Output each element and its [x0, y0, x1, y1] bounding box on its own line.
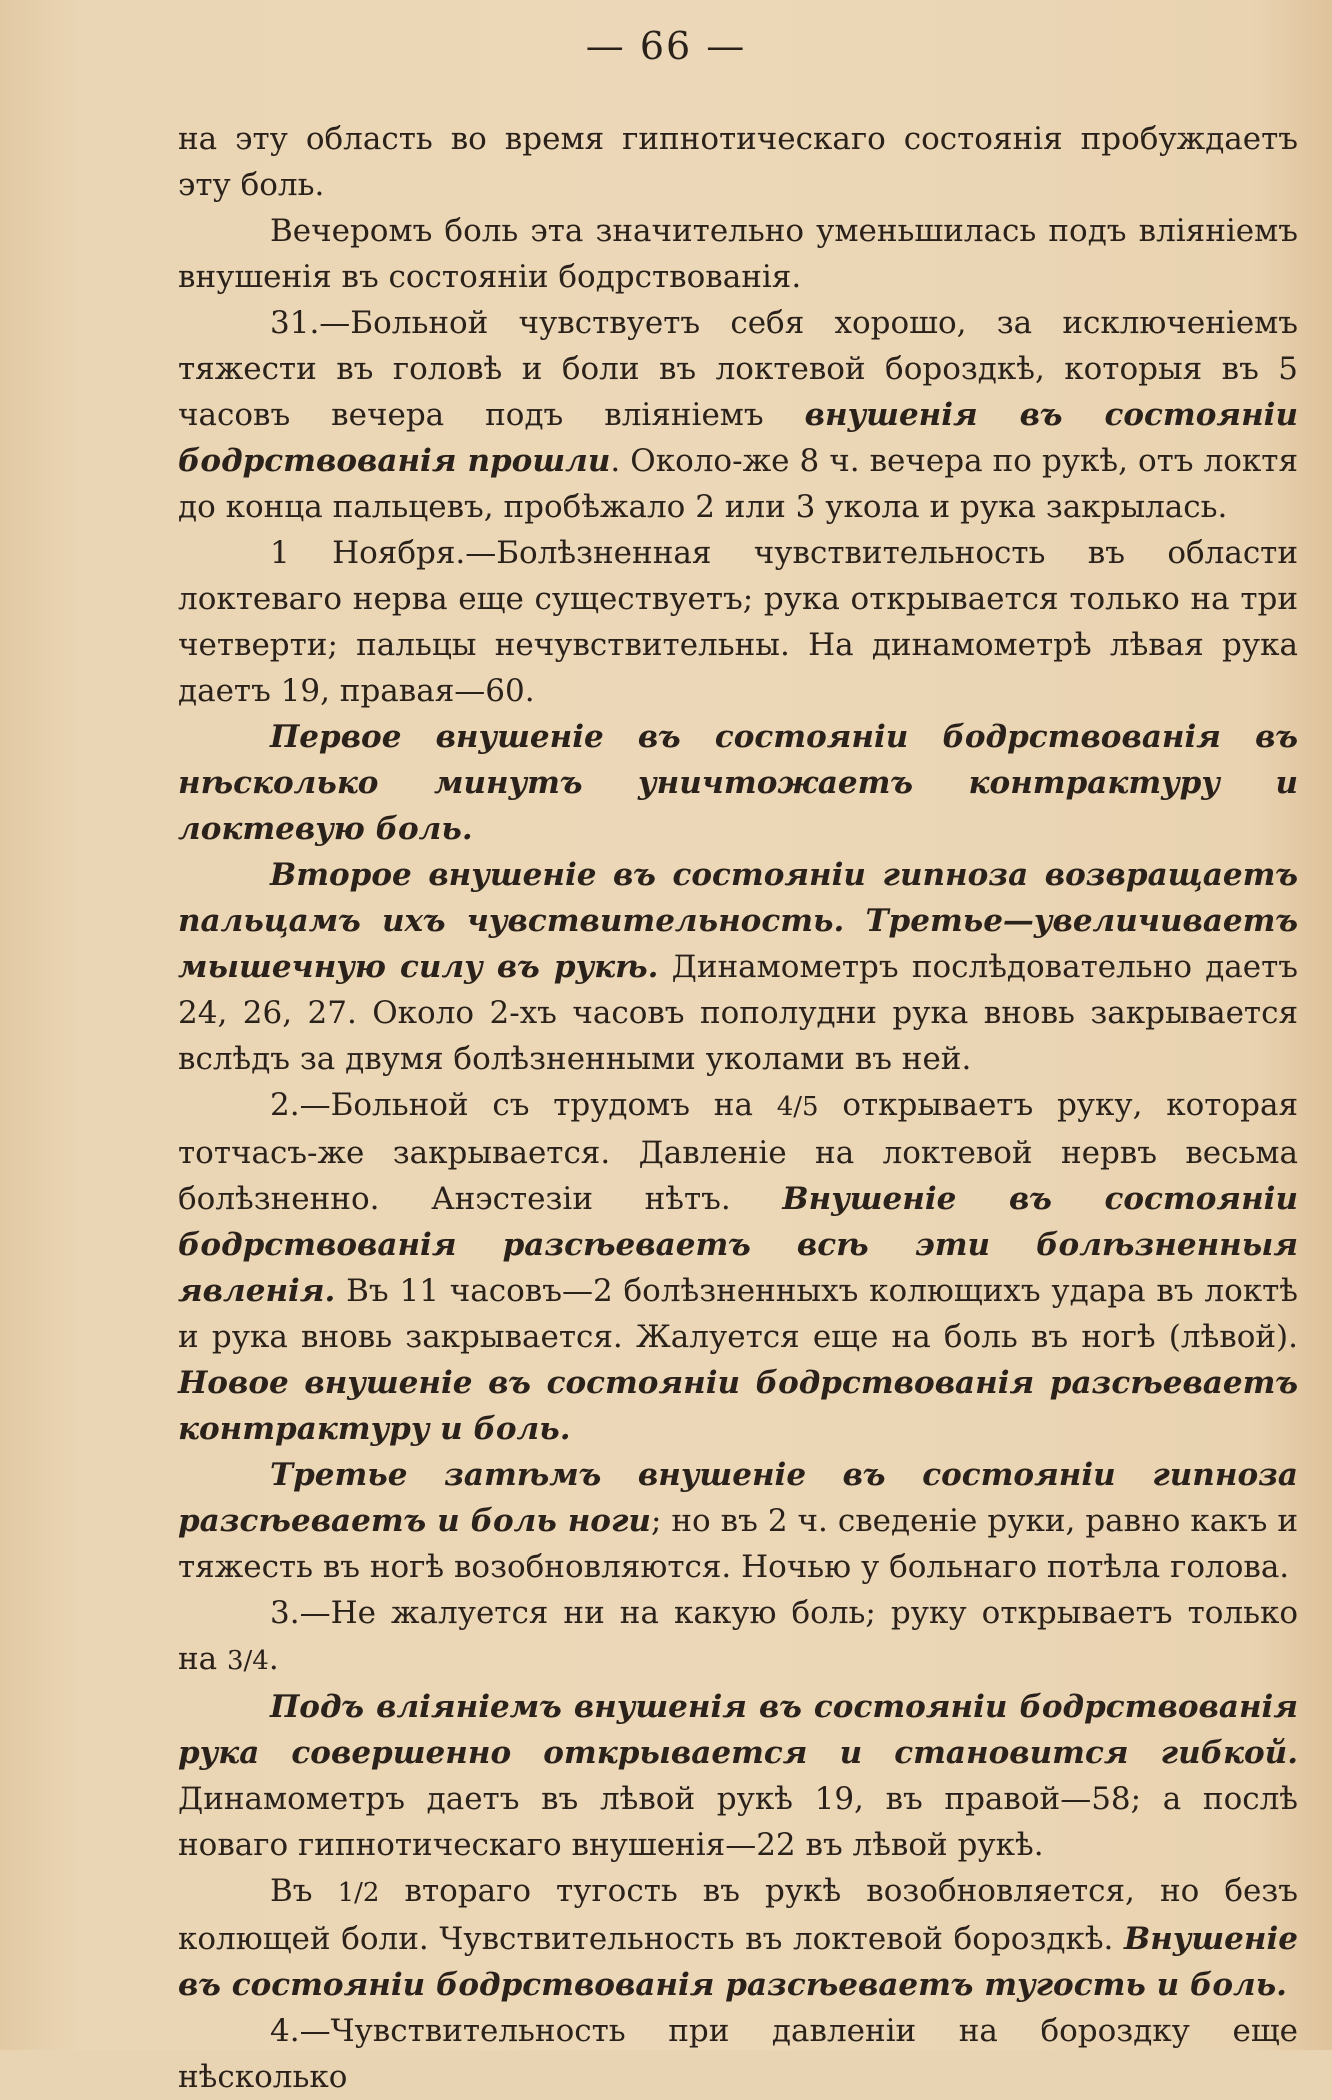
emphasis-text: Новое внушеніе въ состояніи бодрствованія разсѣеваетъ контрактуру и боль.: [178, 1365, 1298, 1447]
emphasis-text: Внушеніе въ состояніи бодрствованія разсѣеваетъ всѣ эти болѣзненныя явленія.: [178, 1181, 1298, 1309]
text-segment: Вечеромъ боль эта значительно уменьшилась подъ вліяніемъ внушенія въ состояніи бодрствованія.: [178, 213, 1298, 295]
text-segment: . Около-же 8 ч. вечера по рукѣ, отъ локтя до конца пальцевъ, пробѣжало 2 или 3 укола и рука закрылась.: [178, 443, 1299, 525]
paragraph: [178, 300, 1298, 530]
fraction: 4/5: [776, 1092, 819, 1122]
text-segment: 31.—Больной чувствуетъ себя хорошо, за исключеніемъ тяжести въ головѣ и боли въ локтевой бороздкѣ, которыя въ 5 часовъ вечера подъ вліяніемъ: [178, 305, 1298, 433]
text-segment: открываетъ руку, которая тотчасъ-же закрывается. Давленіе на локтевой нервъ весьма болѣзненно. Анэстезіи нѣтъ.: [178, 1087, 1298, 1217]
text-segment: ; но въ 2 ч. сведеніе руки, равно какъ и тяжесть въ ногѣ возобновляются. Ночью у больнаго потѣла голова.: [178, 1503, 1298, 1585]
text-segment: Въ 11 часовъ—2 болѣзненныхъ колющихъ удара въ локтѣ и рука вновь закрывается. Жалуется еще на боль въ ногѣ (лѣвой).: [178, 1273, 1298, 1355]
paragraph: [178, 1452, 1298, 1590]
paragraph: [178, 714, 1298, 852]
paragraph: [178, 1868, 1298, 2008]
text-segment: 2.—Больной съ трудомъ на: [270, 1087, 777, 1123]
body-text: [178, 116, 1298, 2100]
paragraph: [178, 208, 1298, 300]
fraction: 1/2: [337, 1878, 380, 1908]
paragraph: [178, 1590, 1298, 1684]
emphasis-text: Подъ вліяніемъ внушенія въ состояніи бодрствованія рука совершенно открывается и становится гибкой.: [178, 1689, 1298, 1771]
emphasis-text: Внушеніе въ состояніи бодрствованія разсѣеваетъ тугость и боль.: [178, 1921, 1298, 2003]
emphasis-text: внушенія въ состояніи бодрствованія прошли: [178, 397, 1298, 479]
text-segment: 1 Ноября.—Болѣзненная чувствительность въ области локтеваго нерва еще существуетъ; рука открывается только на три четверти; пальцы нечувствительны. На динамометрѣ лѣвая рука даетъ 19, правая—60.: [178, 535, 1298, 709]
emphasis-text: Третье затѣмъ внушеніе въ состояніи гипноза разсѣеваетъ и боль ноги: [178, 1457, 1298, 1539]
text-segment: Въ: [270, 1873, 338, 1909]
emphasis-text: Первое внушеніе въ состояніи бодрствованія въ нѣсколько минутъ уничтожаетъ контрактуру и локтевую боль.: [178, 719, 1298, 847]
paragraph: [178, 1082, 1298, 1452]
text-segment: 3.—Не жалуется ни на какую боль; руку открываетъ только на: [178, 1595, 1298, 1677]
paragraph: [178, 852, 1298, 1082]
page-number: — 66 —: [585, 24, 747, 68]
paragraph: [178, 1684, 1298, 1868]
text-segment: втораго тугость въ рукѣ возобновляется, но безъ колющей боли. Чувствительность въ локтевой бороздкѣ.: [178, 1873, 1298, 1957]
paragraph: [178, 116, 1298, 208]
fraction: 3/4: [227, 1646, 269, 1676]
text-segment: 4.—Чувствительность при давленіи на бороздку еще нѣсколько: [178, 2013, 1298, 2095]
paragraph: [178, 2008, 1298, 2100]
text-segment: на эту область во время гипнотическаго состоянія пробуждаетъ эту боль.: [178, 121, 1298, 203]
paragraph: [178, 530, 1298, 714]
emphasis-text: Второе внушеніе въ состояніи гипноза возвращаетъ пальцамъ ихъ чувствительность. Третье—увеличиваетъ мышечную силу въ рукѣ.: [178, 857, 1298, 985]
text-segment: .: [268, 1641, 279, 1677]
text-segment: Динамометръ даетъ въ лѣвой рукѣ 19, въ правой—58; а послѣ новаго гипнотическаго внушенія—22 въ лѣвой рукѣ.: [178, 1781, 1298, 1863]
text-segment: Динамометръ послѣдовательно даетъ 24, 26, 27. Около 2-хъ часовъ пополудни рука вновь закрывается вслѣдъ за двумя болѣзненными уколами въ ней.: [178, 949, 1298, 1077]
